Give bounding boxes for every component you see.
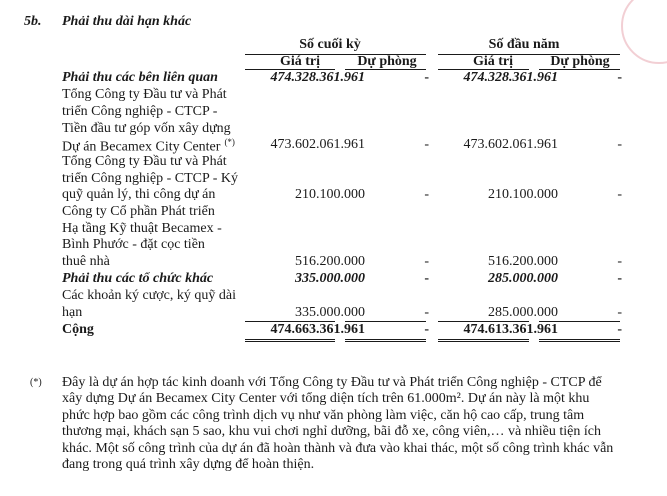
section-number: 5b. (24, 14, 42, 29)
total-start-value: 474.613.361.961 (463, 322, 558, 337)
row-end-value: 335.000.000 (295, 305, 365, 320)
footnote-line: thương mại, khách sạn 5 sao, khu vui chơi nghỉ dưỡng, bãi đỗ xe, công viên,… và nhiều tiện ích (62, 424, 601, 440)
total-end-provision: - (424, 322, 429, 337)
row-start-value: 285.000.000 (488, 305, 558, 320)
col-header-end-value: Giá trị (279, 54, 321, 69)
row-end-provision: - (424, 254, 429, 269)
company-stamp (621, 0, 667, 64)
footnote-marker: (*) (224, 137, 235, 147)
footnote-line: đang trong quá trình xây dựng để hoàn thiện. (62, 457, 315, 473)
row-start-value: 210.100.000 (488, 187, 558, 202)
row-start-value: 474.328.361.961 (463, 70, 558, 85)
row-end-provision: - (424, 271, 429, 286)
footnote-line: phức hợp bao gồm các công trình dịch vụ như văn phòng làm việc, căn hộ cao cấp, trung tâm (62, 407, 585, 423)
row-label: thuê nhà (62, 254, 110, 269)
total-end-value: 474.663.361.961 (270, 322, 365, 337)
total-underline (345, 341, 426, 342)
row-start-provision: - (617, 271, 622, 286)
row-label: Phải thu các bên liên quan (62, 70, 218, 85)
total-underline (539, 339, 620, 340)
row-label: Dự án Becamex City Center (62, 139, 221, 155)
row-label: Tổng Công ty Đầu tư và Phát (62, 154, 227, 169)
row-end-provision: - (424, 187, 429, 202)
row-start-provision: - (617, 254, 622, 269)
total-label: Cộng (62, 322, 94, 337)
group-header-beginning-of-year: Số đầu năm (488, 37, 560, 52)
row-start-value: 516.200.000 (488, 254, 558, 269)
total-underline (245, 341, 335, 342)
total-underline (438, 341, 529, 342)
row-start-provision: - (617, 187, 622, 202)
group-header-end-of-period: Số cuối kỳ (299, 37, 361, 52)
row-end-value: 516.200.000 (295, 254, 365, 269)
row-label: Hạ tầng Kỹ thuật Becamex - (62, 221, 222, 236)
row-start-provision: - (617, 305, 622, 320)
row-end-provision: - (424, 70, 429, 85)
footnote-line: khác. Một số công trình của dự án đã hoàn thành và đưa vào khai thác, một số công trình khác vẫn (62, 440, 614, 456)
row-label: Tiền đầu tư góp vốn xây dựng (62, 121, 231, 136)
row-label: Phải thu các tổ chức khác (62, 271, 214, 286)
row-label: quỹ quản lý, thi công dự án (62, 187, 216, 202)
row-label: hạn (62, 305, 83, 320)
row-label: Tổng Công ty Đầu tư và Phát (62, 87, 227, 102)
row-end-provision: - (424, 137, 429, 152)
total-underline (345, 339, 426, 340)
footnote-line: Đây là dự án hợp tác kinh doanh với Tổng Công ty Đầu tư và Phát triển Công nghiệp - CTCP để (62, 375, 602, 390)
row-end-value: 335.000.000 (295, 271, 365, 286)
row-start-provision: - (617, 137, 622, 152)
row-end-provision: - (424, 305, 429, 320)
row-label: Công ty Cổ phần Phát triển (62, 204, 215, 219)
footnote-marker: (*) (30, 377, 42, 388)
col-header-start-provision: Dự phòng (550, 54, 610, 69)
row-start-provision: - (617, 70, 622, 85)
row-start-value: 473.602.061.961 (463, 137, 558, 152)
total-start-provision: - (617, 322, 622, 337)
row-start-value: 285.000.000 (488, 271, 558, 286)
col-header-start-value: Giá trị (472, 54, 514, 69)
row-label: triển Công nghiệp - CTCP - (62, 104, 218, 119)
row-end-value: 473.602.061.961 (270, 137, 365, 152)
row-end-value: 210.100.000 (295, 187, 365, 202)
row-label: triển Công nghiệp - CTCP - Ký (62, 171, 239, 186)
total-underline (539, 341, 620, 342)
col-header-end-provision: Dự phòng (357, 54, 417, 69)
section-title: Phải thu dài hạn khác (62, 14, 192, 29)
footnote-text (62, 375, 618, 473)
footnote-line: xây dựng Dự án Becamex City Center với tổng diện tích trên 61.000m². Dự án này là một khu (62, 391, 590, 407)
total-underline (438, 339, 529, 340)
row-label: Các khoản ký cược, ký quỹ dài (62, 288, 237, 303)
total-underline (245, 339, 335, 340)
row-end-value: 474.328.361.961 (270, 70, 365, 85)
row-label: Bình Phước - đặt cọc tiền (62, 237, 205, 252)
